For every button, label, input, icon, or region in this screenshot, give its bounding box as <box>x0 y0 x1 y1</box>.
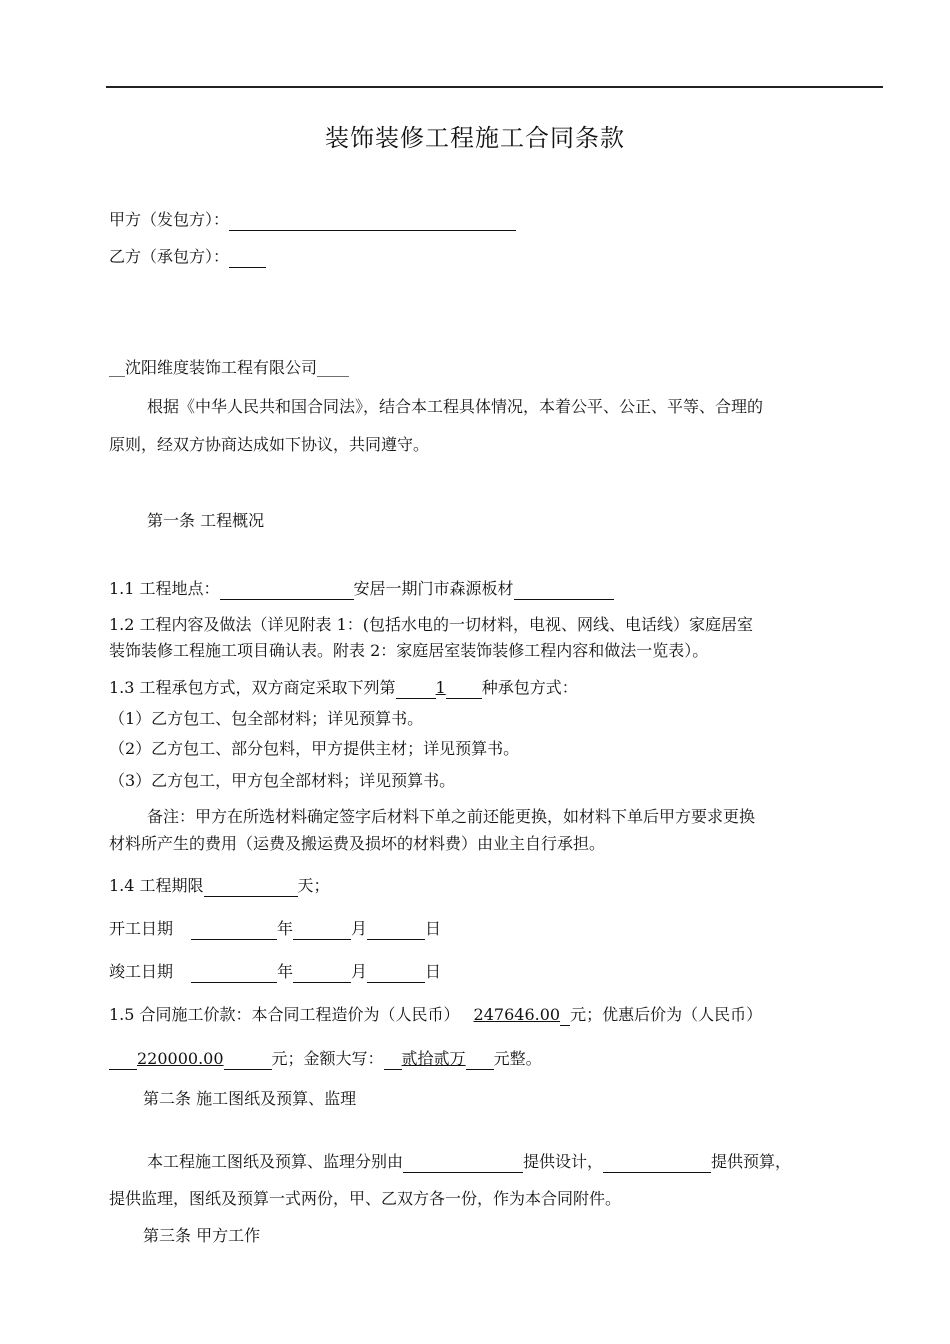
section-1-5-line-2 <box>109 1048 542 1070</box>
amount-words-blank-after <box>466 1051 494 1070</box>
section-1-5-line-1 <box>109 1004 762 1026</box>
contract-mode-blank-before <box>396 680 436 699</box>
duration-suffix: 天； <box>297 876 330 895</box>
amount-words-suffix: 元整。 <box>493 1049 542 1068</box>
art2-text-b: 提供设计， <box>523 1152 604 1171</box>
discount-blank-before <box>109 1051 137 1070</box>
location-blank-before <box>220 581 354 600</box>
duration-label: 1.4 工程期限 <box>109 876 204 895</box>
end-date-line <box>109 961 441 983</box>
discount-price: 220000.00 <box>137 1049 224 1068</box>
section-1-3 <box>109 677 578 699</box>
discount-label: 元；优惠后价为（人民币） <box>570 1005 763 1024</box>
top-rule <box>106 86 883 88</box>
duration-blank[interactable] <box>204 878 298 897</box>
amount-words-label: 元；金额大写： <box>271 1049 384 1068</box>
contract-price-blank <box>560 1007 570 1026</box>
party-b-name-prefix: __ <box>109 358 125 377</box>
article-2-line-2: 提供监理，图纸及预算一式两份，甲、乙双方各一份，作为本合同附件。 <box>109 1189 622 1208</box>
section-1-1 <box>109 578 614 600</box>
contract-mode-suffix: 种承包方式： <box>481 678 578 697</box>
intro-line-1: 根据《中华人民共和国合同法》，结合本工程具体情况，本着公平、公正、平等、合理的 <box>147 397 764 416</box>
discount-blank-after <box>224 1051 272 1070</box>
start-year-unit: 年 <box>277 919 294 938</box>
budget-blank[interactable] <box>603 1154 711 1173</box>
section-1-2-line-1: 1.2 工程内容及做法（详见附表 1：(包括水电的一切材料，电视、网线、电话线）家庭居室 <box>109 615 754 634</box>
location-blank-after <box>514 581 614 600</box>
contract-mode-value: 1 <box>435 678 446 697</box>
start-day-blank[interactable] <box>367 921 425 940</box>
party-b-name-suffix: ____ <box>317 358 350 377</box>
end-day-unit: 日 <box>425 962 442 981</box>
end-year-blank[interactable] <box>191 964 277 983</box>
option-1: （1）乙方包工、包全部材料；详见预算书。 <box>109 709 424 728</box>
section-1-2-line-2: 装饰装修工程施工项目确认表。附表 2：家庭居室装饰装修工程内容和做法一览表）。 <box>109 641 709 660</box>
article-3-heading: 第三条 甲方工作 <box>143 1226 261 1245</box>
option-3: （3）乙方包工，甲方包全部材料；详见预算书。 <box>109 771 456 790</box>
location-label: 1.1 工程地点： <box>109 579 220 598</box>
end-month-unit: 月 <box>351 962 368 981</box>
party-b-blank[interactable] <box>229 249 266 268</box>
contract-price: 247646.00 <box>473 1005 561 1024</box>
party-a-blank[interactable] <box>229 212 516 231</box>
article-2-line-1 <box>109 1151 791 1173</box>
end-date-label: 竣工日期 <box>109 962 174 981</box>
party-b-name: 沈阳维度装饰工程有限公司 <box>125 358 318 377</box>
article-2-heading: 第二条 施工图纸及预算、监理 <box>143 1089 357 1108</box>
contract-mode-blank-after <box>446 680 482 699</box>
contract-mode-label: 1.3 工程承包方式，双方商定采取下列第 <box>109 678 396 697</box>
end-year-unit: 年 <box>277 962 294 981</box>
party-a-label: 甲方（发包方）： <box>109 210 230 229</box>
start-day-unit: 日 <box>425 919 442 938</box>
section-1-4 <box>109 875 330 897</box>
price-label: 1.5 合同施工价款：本合同工程造价为（人民币） <box>109 1005 460 1024</box>
end-month-blank[interactable] <box>293 964 351 983</box>
start-date-line <box>109 918 441 940</box>
start-date-label: 开工日期 <box>109 919 174 938</box>
end-day-blank[interactable] <box>367 964 425 983</box>
note-line-2: 材料所产生的费用（运费及搬运费及损坏的材料费）由业主自行承担。 <box>109 834 606 853</box>
intro-line-2: 原则，经双方协商达成如下协议，共同遵守。 <box>109 435 430 454</box>
party-b-name-line <box>109 357 349 379</box>
start-month-unit: 月 <box>351 919 368 938</box>
designer-blank[interactable] <box>403 1154 523 1173</box>
start-month-blank[interactable] <box>293 921 351 940</box>
note-line-1: 备注：甲方在所选材料确定签字后材料下单之前还能更换，如材料下单后甲方要求更换 <box>147 807 756 826</box>
start-year-blank[interactable] <box>191 921 277 940</box>
party-b-label: 乙方（承包方）： <box>109 247 230 266</box>
article-1-heading: 第一条 工程概况 <box>147 511 265 530</box>
option-2: （2）乙方包工、部分包料，甲方提供主材；详见预算书。 <box>109 739 520 758</box>
document-title: 装饰装修工程施工合同条款 <box>325 124 625 152</box>
amount-words-blank-before <box>384 1051 402 1070</box>
location-value: 安居一期门市森源板材 <box>353 579 514 598</box>
art2-text-a: 本工程施工图纸及预算、监理分别由 <box>147 1152 404 1171</box>
art2-text-c: 提供预算， <box>711 1152 792 1171</box>
amount-words: 贰拾贰万 <box>401 1049 466 1068</box>
party-b-line <box>109 246 266 268</box>
party-a-line <box>109 209 516 231</box>
